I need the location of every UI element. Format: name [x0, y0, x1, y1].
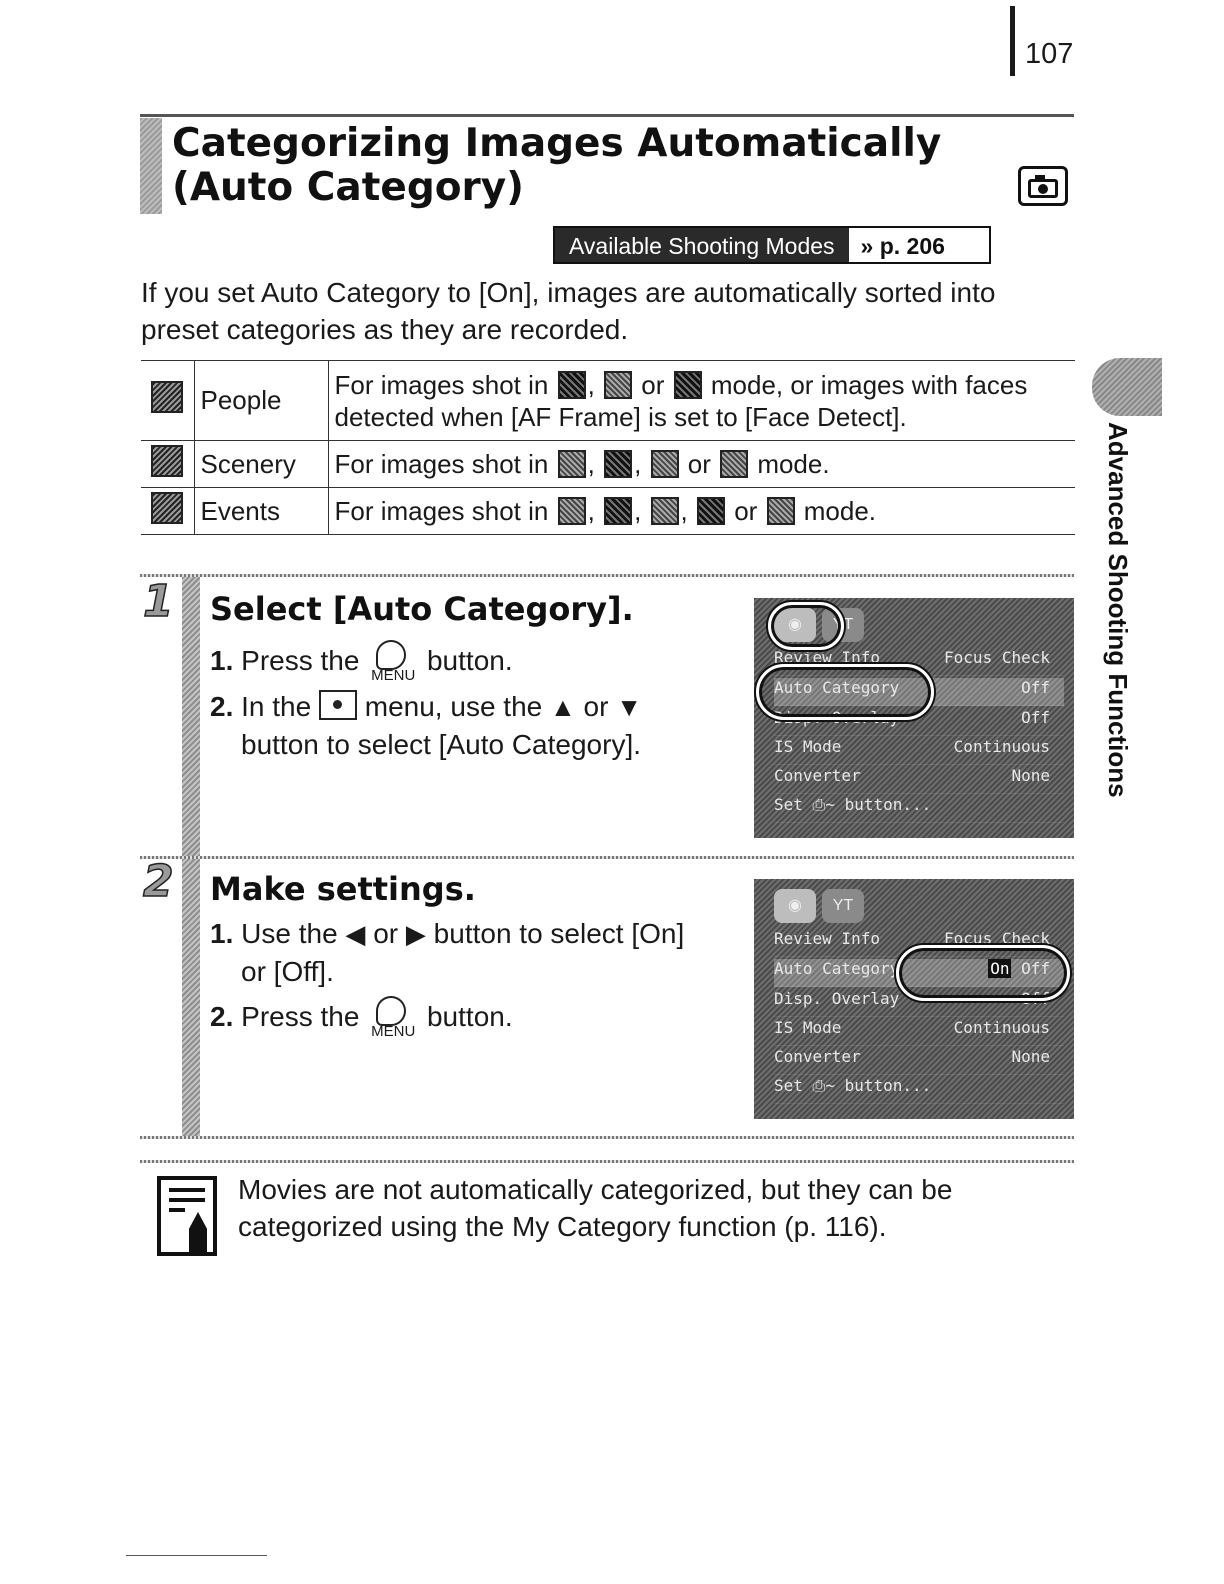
- category-desc: For images shot in , , , or mode.: [328, 488, 1075, 535]
- landscape-mode-icon: [558, 450, 586, 478]
- left-arrow-icon: ◀: [345, 919, 366, 949]
- screen-row: Auto Category On Off: [774, 959, 1064, 987]
- settings-tab-icon: YT: [822, 889, 864, 923]
- title-line-2: (Auto Category): [172, 165, 525, 210]
- step-2-bar: [182, 859, 200, 1137]
- table-row: [141, 441, 1075, 488]
- note-divider: [140, 1160, 1074, 1163]
- screen-row: Review Info Focus Check: [774, 648, 1064, 676]
- step-1-number: 1: [143, 576, 174, 627]
- available-modes-label: Available Shooting Modes: [555, 228, 849, 262]
- camera-mode-icon: [1018, 166, 1068, 206]
- step-2-heading: Make settings.: [210, 870, 476, 908]
- title-rule: [140, 114, 1074, 117]
- step-1-heading: Select [Auto Category].: [210, 590, 634, 628]
- screen-row: Disp. Overlay Off: [774, 989, 1064, 1017]
- memo-icon: [157, 1176, 217, 1256]
- category-desc: For images shot in , , or mode.: [328, 441, 1075, 488]
- table-row: [141, 488, 1075, 535]
- step-2-item-2: 2. Press the MENU button.: [210, 998, 750, 1036]
- camera-tab-icon: ◉: [774, 889, 816, 923]
- title-line-1: Categorizing Images Automatically: [172, 121, 942, 166]
- portrait-mode-icon: [558, 371, 586, 399]
- snow-mode-icon: [604, 497, 632, 525]
- screen-row: Review Info Focus Check: [774, 929, 1064, 957]
- camera-tab-icon: ◉: [774, 608, 816, 642]
- screen-row: Set ⎙~ button...: [774, 795, 1064, 823]
- table-row: [141, 361, 1075, 441]
- step-2-number: 2: [143, 856, 174, 907]
- section-side-label: Advanced Shooting Functions: [1103, 422, 1133, 798]
- indoor-mode-icon: [674, 371, 702, 399]
- beach-mode-icon: [558, 497, 586, 525]
- category-desc: For images shot in , or mode, or images with faces detected when [AF Frame] is set to [Face Detect].: [328, 361, 1075, 441]
- events-category-icon: [151, 492, 183, 524]
- available-modes-ref: » p. 206: [849, 228, 989, 262]
- step-1-item-2-cont: button to select [Auto Category].: [241, 729, 642, 760]
- menu-screenshot-2: [754, 879, 1074, 1119]
- step-1-item-1: 1. Press the MENU button.: [210, 642, 750, 680]
- page-number: 107: [1010, 6, 1073, 76]
- on-value-chip: On: [990, 959, 1010, 978]
- category-name: Scenery: [194, 441, 328, 488]
- night-snapshot-mode-icon: [604, 450, 632, 478]
- note-text: Movies are not automatically categorized, but they can be categorized using the My Category function (p. 116).: [238, 1174, 953, 1242]
- screen-row: IS Mode Continuous: [774, 1018, 1064, 1046]
- step-1-item-2: 2. In the menu, use the ▲ or ▼: [210, 688, 750, 726]
- highlight-ring: [896, 945, 1070, 1001]
- aquarium-mode-icon: [767, 497, 795, 525]
- screen-row: Converter None: [774, 766, 1064, 794]
- down-arrow-icon: ▼: [616, 692, 642, 722]
- available-modes-box: [553, 226, 991, 264]
- step-divider: [140, 856, 1074, 859]
- sunset-mode-icon: [720, 450, 748, 478]
- footer-line: [126, 1555, 267, 1556]
- step-2-item-1-cont: or [Off].: [241, 956, 334, 987]
- menu-button-icon: MENU: [367, 998, 419, 1034]
- category-name: Events: [194, 488, 328, 535]
- fireworks-mode-icon: [697, 497, 725, 525]
- people-category-icon: [151, 381, 183, 413]
- kids-pets-mode-icon: [604, 371, 632, 399]
- step-divider: [140, 574, 1074, 577]
- highlight-ring: [756, 664, 934, 720]
- title-accent-bar: [140, 118, 162, 214]
- step-divider: [140, 1136, 1074, 1139]
- category-name: People: [194, 361, 328, 441]
- underwater-mode-icon: [651, 497, 679, 525]
- screen-row: Auto Category Off: [774, 678, 1064, 706]
- step-2-item-1: 1. Use the ◀ or ▶ button to select [On]: [210, 915, 750, 953]
- page-title: [172, 122, 1012, 210]
- screen-row: IS Mode Continuous: [774, 737, 1064, 765]
- step-1-bar: [182, 577, 200, 857]
- scenery-category-icon: [151, 445, 183, 477]
- category-table: [141, 360, 1075, 535]
- menu-screenshot-1: [754, 598, 1074, 838]
- right-arrow-icon: ▶: [405, 919, 426, 949]
- up-arrow-icon: ▲: [550, 692, 576, 722]
- highlight-ring: [768, 602, 844, 650]
- camera-menu-icon: [319, 690, 357, 720]
- foliage-mode-icon: [651, 450, 679, 478]
- intro-paragraph: If you set Auto Category to [On], images are automatically sorted into preset categories as they are recorded.: [141, 277, 996, 345]
- screen-row: Converter None: [774, 1047, 1064, 1075]
- screen-row: Disp. Overlay Off: [774, 708, 1064, 736]
- settings-tab-icon: YT: [822, 608, 864, 642]
- section-tab-marker: [1092, 358, 1162, 416]
- menu-button-icon: MENU: [367, 642, 419, 678]
- screen-row: Set ⎙~ button...: [774, 1076, 1064, 1104]
